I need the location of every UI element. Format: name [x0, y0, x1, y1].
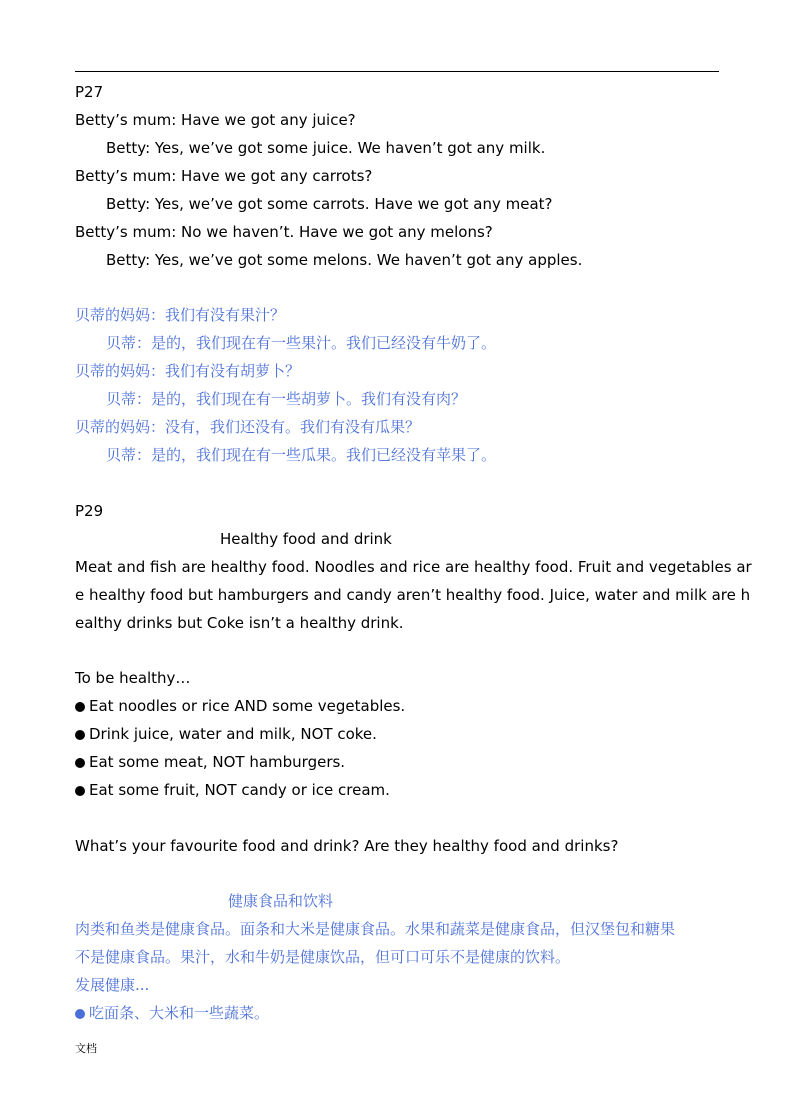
reading-title: Healthy food and drink: [220, 530, 392, 548]
tip-item-2: Drink juice, water and milk, NOT coke.: [75, 725, 377, 743]
dialogue-line-5: Betty’s mum: No we haven’t. Have we got any melons?: [75, 223, 493, 241]
dialogue-line-3: Betty’s mum: Have we got any carrots?: [75, 167, 373, 185]
dialogue-line-4: Betty: Yes, we’ve got some carrots. Have we got any meat?: [106, 195, 553, 213]
translation-tip-1: 吃面条、大米和一些蔬菜。: [75, 1004, 269, 1022]
tip-item-3: Eat some meat, NOT hamburgers.: [75, 753, 345, 771]
translation-line-3: 贝蒂的妈妈：我们有没有胡萝卜？: [75, 362, 301, 380]
reading-intro: To be healthy…: [75, 669, 191, 687]
translation-line-2: 贝蒂：是的，我们现在有一些果汁。我们已经没有牛奶了。: [106, 334, 497, 352]
translation-line-6: 贝蒂：是的，我们现在有一些瓜果。我们已经没有苹果了。: [106, 446, 497, 464]
bullet-icon: [75, 702, 85, 712]
bullet-icon: [75, 1009, 85, 1019]
translation-line-4: 贝蒂：是的，我们现在有一些胡萝卜。我们有没有肉？: [106, 390, 467, 408]
page-label-p29: P29: [75, 502, 104, 520]
reading-question: What’s your favourite food and drink? Are they healthy food and drinks?: [75, 837, 619, 855]
bullet-icon: [75, 758, 85, 768]
footer-label: 文档: [75, 1042, 97, 1055]
tip-item-4: Eat some fruit, NOT candy or ice cream.: [75, 781, 390, 799]
tip-item-1: Eat noodles or rice AND some vegetables.: [75, 697, 405, 715]
translation-line-1: 贝蒂的妈妈：我们有没有果汁？: [75, 306, 286, 324]
reading-paragraph-line-3: ealthy drinks but Coke isn’t a healthy drink.: [75, 614, 404, 632]
reading-paragraph-line-1: Meat and fish are healthy food. Noodles and rice are healthy food. Fruit and vegetables ar: [75, 558, 752, 576]
translation-intro: 发展健康...: [75, 976, 150, 994]
bullet-icon: [75, 786, 85, 796]
bullet-icon: [75, 730, 85, 740]
header-rule: [75, 71, 719, 72]
dialogue-line-6: Betty: Yes, we’ve got some melons. We haven’t got any apples.: [106, 251, 583, 269]
dialogue-line-2: Betty: Yes, we’ve got some juice. We haven’t got any milk.: [106, 139, 546, 157]
reading-paragraph-line-2: e healthy food but hamburgers and candy aren’t healthy food. Juice, water and milk are h: [75, 586, 751, 604]
translation-title: 健康食品和饮料: [228, 892, 334, 910]
translation-paragraph-line-2: 不是健康食品。果汁，水和牛奶是健康饮品，但可口可乐不是健康的饮料。: [75, 948, 571, 966]
translation-line-5: 贝蒂的妈妈：没有，我们还没有。我们有没有瓜果？: [75, 418, 421, 436]
translation-paragraph-line-1: 肉类和鱼类是健康食品。面条和大米是健康食品。水果和蔬菜是健康食品，但汉堡包和糖果: [75, 920, 676, 938]
page-label-p27: P27: [75, 83, 104, 101]
dialogue-line-1: Betty’s mum: Have we got any juice?: [75, 111, 356, 129]
